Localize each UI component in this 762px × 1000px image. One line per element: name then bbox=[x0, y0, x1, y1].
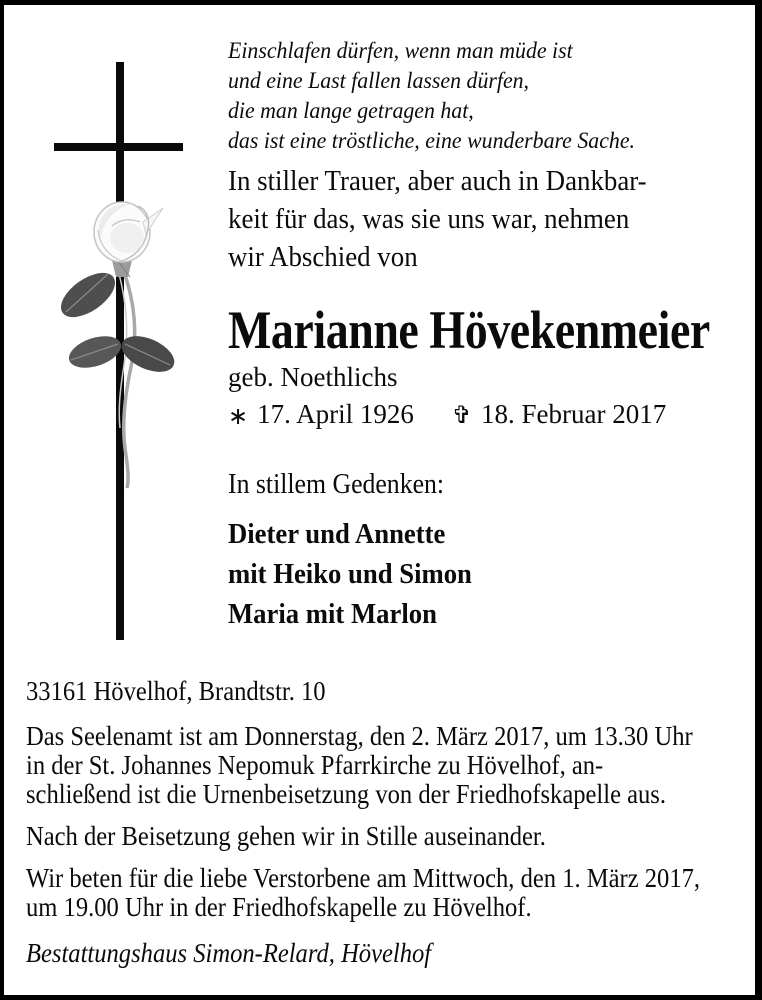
poem-line-3: die man lange getragen hat, bbox=[228, 98, 474, 123]
prayer-info bbox=[26, 864, 762, 922]
details-block bbox=[26, 677, 762, 968]
service-info bbox=[26, 722, 762, 809]
prayer-line-2: um 19.00 Uhr in der Friedhofskapelle zu Hövelhof. bbox=[26, 892, 532, 922]
mourner-line-2: mit Heiko und Simon bbox=[228, 558, 472, 590]
condolence-line-3: wir Abschied von bbox=[228, 242, 418, 273]
birth-date bbox=[228, 397, 414, 432]
life-dates bbox=[228, 397, 666, 432]
service-line-1: Das Seelenamt ist am Donnerstag, den 2. März 2017, um 13.30 Uhr bbox=[26, 721, 693, 751]
farewell-note: Nach der Beisetzung gehen wir in Stille auseinander. bbox=[26, 821, 546, 851]
maiden-name: geb. Noethlichs bbox=[228, 362, 398, 392]
birth-date-text: 17. April 1926 bbox=[257, 399, 414, 429]
mourners-list bbox=[228, 514, 472, 634]
memorial-graphic bbox=[38, 50, 188, 640]
poem bbox=[228, 36, 635, 156]
cross-and-rose-icon bbox=[38, 50, 188, 640]
remembrance-intro: In stillem Gedenken: bbox=[228, 469, 445, 500]
poem-line-2: und eine Last fallen lassen dürfen, bbox=[228, 68, 530, 93]
death-date-text: 18. Februar 2017 bbox=[480, 399, 667, 429]
poem-line-1: Einschlafen dürfen, wenn man müde ist bbox=[228, 38, 573, 63]
condolence-text bbox=[228, 163, 647, 277]
condolence-line-2: keit für das, was sie uns war, nehmen bbox=[228, 204, 630, 235]
service-line-2: in der St. Johannes Nepomuk Pfarrkirche zu Hövelhof, an- bbox=[26, 750, 604, 780]
mourner-line-1: Dieter und Annette bbox=[228, 518, 446, 550]
cross-icon: ✞ bbox=[451, 401, 472, 429]
prayer-line-1: Wir beten für die liebe Verstorbene am Mittwoch, den 1. März 2017, bbox=[26, 863, 701, 893]
service-line-3: schließend ist die Urnenbeisetzung von der Friedhofskapelle aus. bbox=[26, 779, 667, 809]
mourner-line-3: Maria mit Marlon bbox=[228, 598, 437, 630]
death-date bbox=[452, 397, 666, 432]
poem-line-4: das ist eine tröstliche, eine wunderbare Sache. bbox=[228, 128, 635, 153]
funeral-home: Bestattungshaus Simon-Relard, Hövelhof bbox=[26, 938, 432, 968]
address: 33161 Hövelhof, Brandtstr. 10 bbox=[26, 676, 326, 706]
condolence-line-1: In stiller Trauer, aber auch in Dankbar- bbox=[228, 166, 647, 197]
deceased-name: Marianne Hövekenmeier bbox=[228, 300, 710, 360]
star-icon: ∗ bbox=[228, 402, 249, 430]
